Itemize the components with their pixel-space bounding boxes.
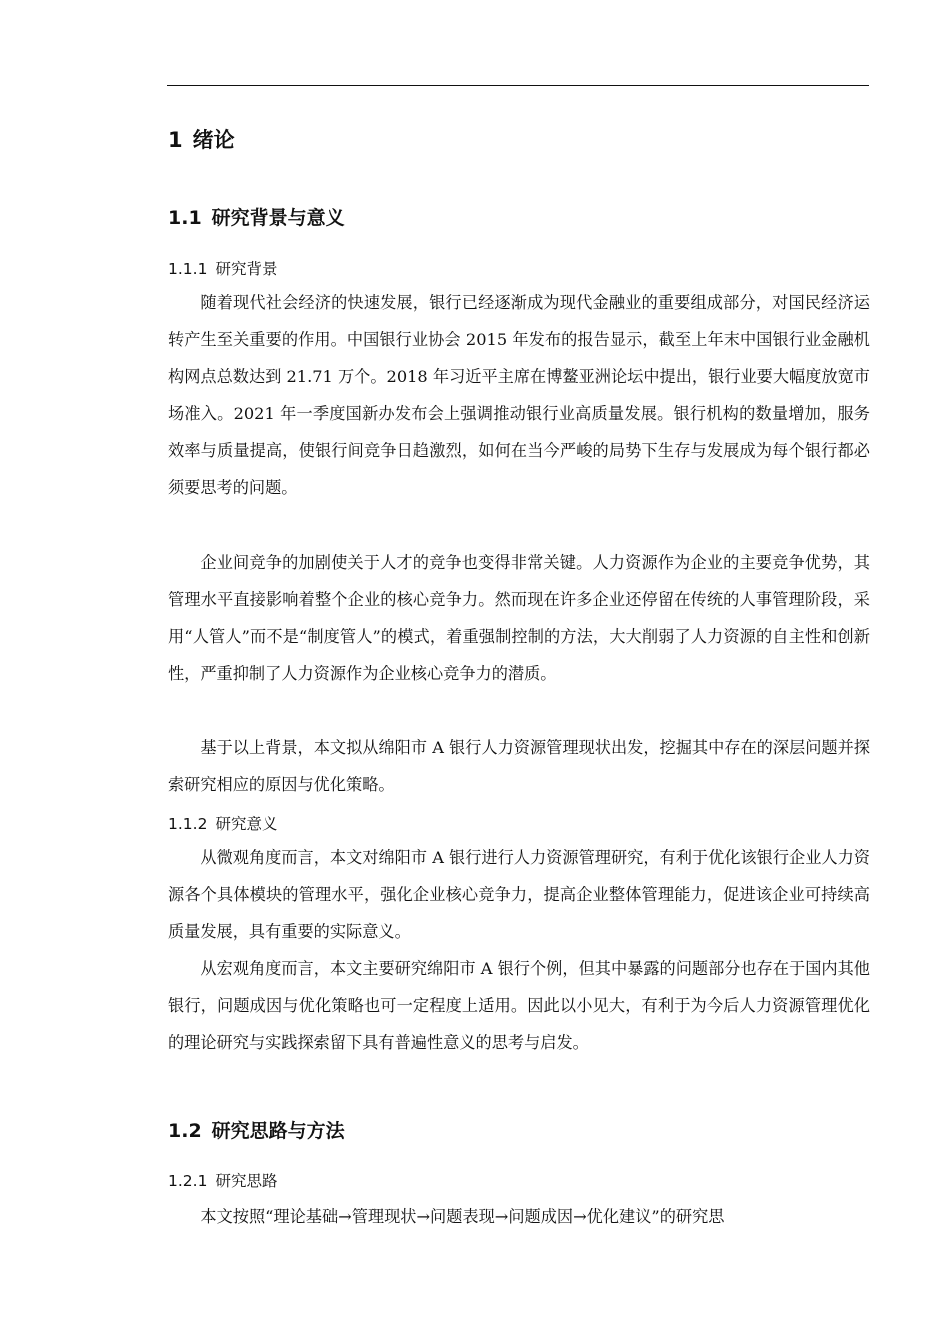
section-heading-1-1: [168, 203, 345, 230]
chapter-title: 绪论: [192, 128, 235, 152]
subsection-number: 1.1.1: [168, 260, 208, 278]
subsection-number: 1.1.2: [168, 815, 208, 833]
paragraph-background-1: 随着现代社会经济的快速发展，银行已经逐渐成为现代金融业的重要组成部分，对国民经济运转产生至关重要的作用。中国银行业协会 2015 年发布的报告显示，截至上年末中国银行业金融机构网点总数达到 21.71 万个。2018 年习近平主席在博鳌亚洲论坛中提出，银行业要大幅度放宽市场准入。2021 年一季度国新办发布会上强调推动银行业高质量发展。银行机构的数量增加，服务效率与质量提高，使银行间竞争日趋激烈，如何在当今严峻的局势下生存与发展成为每个银行都必须要思考的问题。: [168, 293, 870, 497]
subsection-title: 研究背景: [215, 260, 278, 278]
paragraph-background-2: 企业间竞争的加剧使关于人才的竞争也变得非常关键。人力资源作为企业的主要竞争优势，其管理水平直接影响着整个企业的核心竞争力。然而现在许多企业还停留在传统的人事管理阶段，采用“人管人”而不是“制度管人”的模式，着重强制控制的方法，大大削弱了人力资源的自主性和创新性，严重抑制了人力资源作为企业核心竞争力的潜质。: [168, 553, 870, 683]
section-title: 研究背景与意义: [211, 207, 345, 229]
paragraph-significance-1: 从微观角度而言，本文对绵阳市 A 银行进行人力资源管理研究，有利于优化该银行企业人力资源各个具体模块的管理水平，强化企业核心竞争力，提高企业整体管理能力，促进该企业可持续高质量发展，具有重要的实际意义。: [168, 848, 870, 941]
subsection-number: 1.2.1: [168, 1172, 208, 1190]
paragraph-background-3: 基于以上背景，本文拟从绵阳市 A 银行人力资源管理现状出发，挖掘其中存在的深层问题并探索研究相应的原因与优化策略。: [168, 738, 870, 794]
subsection-title: 研究思路: [215, 1172, 278, 1190]
section-heading-1-2: [168, 1116, 345, 1143]
section-number: 1.2: [168, 1120, 202, 1142]
section-title: 研究思路与方法: [211, 1120, 345, 1142]
subsection-heading-1-2-1: [168, 1169, 277, 1191]
paragraph-significance-2: 从宏观角度而言，本文主要研究绵阳市 A 银行个例，但其中暴露的问题部分也存在于国内其他银行，问题成因与优化策略也可一定程度上适用。因此以小见大，有利于为今后人力资源管理优化的理论研究与实践探索留下具有普遍性意义的思考与启发。: [168, 959, 870, 1052]
subsection-heading-1-1-2: [168, 812, 277, 834]
section-number: 1.1: [168, 207, 202, 229]
subsection-title: 研究意义: [215, 815, 278, 833]
header-rule: [167, 85, 869, 86]
chapter-number: 1: [168, 128, 183, 152]
subsection-heading-1-1-1: [168, 257, 277, 279]
paragraph-approach-1: 本文按照“理论基础→管理现状→问题表现→问题成因→优化建议”的研究思: [200, 1207, 725, 1226]
chapter-heading: [168, 124, 235, 154]
